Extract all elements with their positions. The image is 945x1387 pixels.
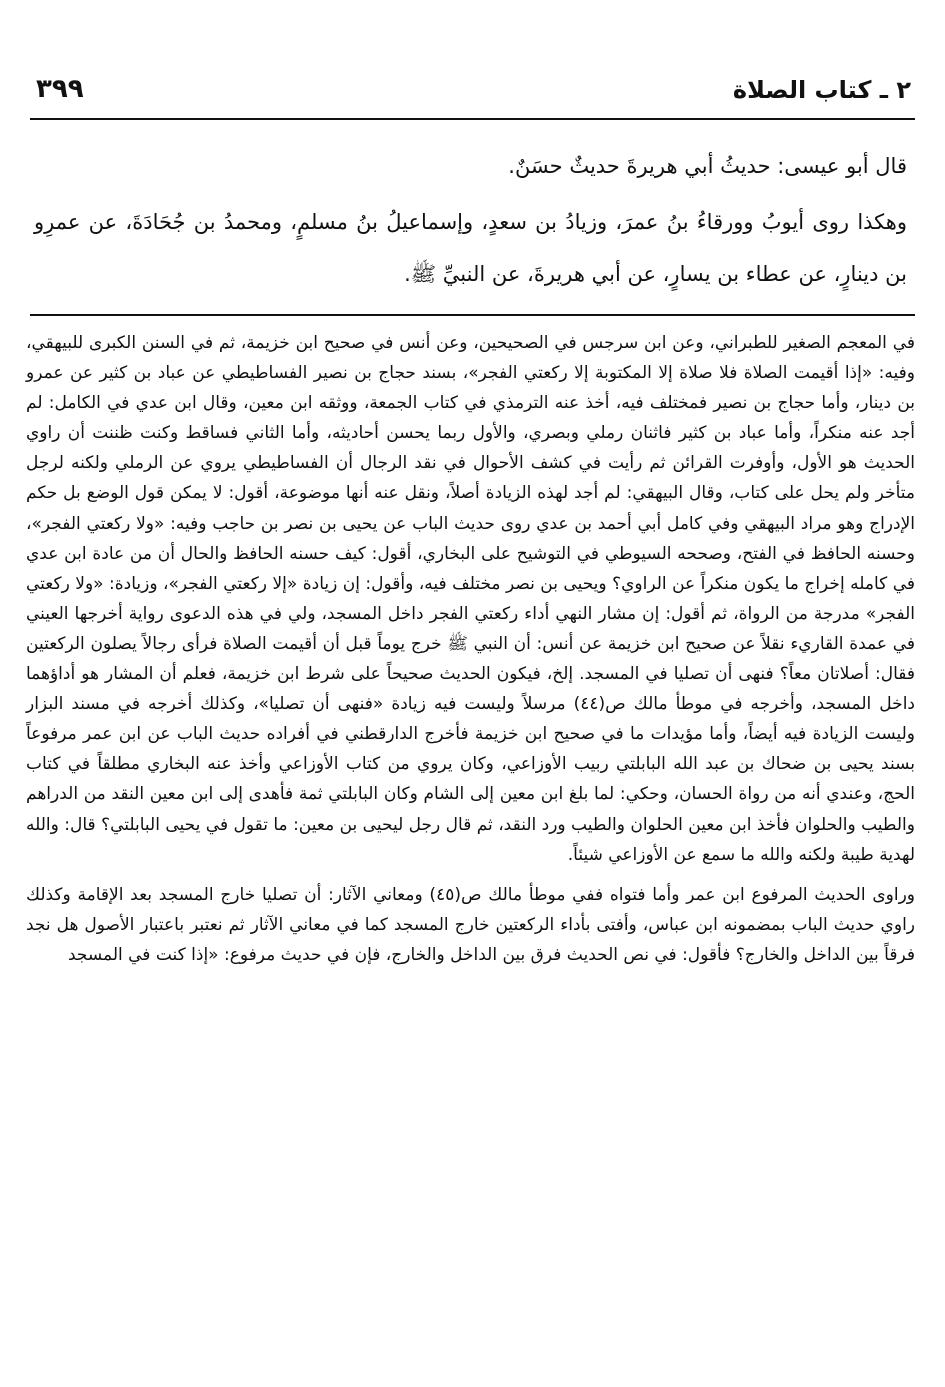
chapter-title: ٢ ـ كتاب الصلاة	[732, 76, 911, 104]
footnote-paragraph: في المعجم الصغير للطبراني، وعن ابن سرجس في الصحيحين، وعن أنس في صحيح ابن خزيمة، ثم في السنن الكبرى للبيهقي، وفيه: «إذا أقيمت الصلاة فلا صلاة إلا المكتوبة إلا ركعتي الفجر»، بسند حجاج بن نصير الفساطيطي عن عباد بن كثير عن عمرو بن دينار، وأما حجاج بن نصير فمختلف فيه، أخذ عنه الترمذي في كتاب الجمعة، ووثقه ابن معين، وقال ابن عدي في الكامل: لم أجد عنه منكراً، وأما عباد بن كثير فاثنان رملي وبصري، والأول ربما يحسن أحاديثه، وأما الثاني فساقط وكنت ظننت أن راوي الحديث هو الأول، وأوفرت القرائن ثم رأيت في كشف الأحوال في نقد الرجال أن الفساطيطي يروي عن الرملي ولكنه لرجل متأخر ولم يحل على كتاب، وقال البيهقي: لم أجد لهذه الزيادة أصلاً، ونقل عنه أنها موضوعة، أقول: لا يمكن قول الوضع بل حكم الإدراج وهو مراد البيهقي وفي كامل أبي أحمد بن عدي روى حديث الباب عن يحيى بن نصر بن حاجب وفيه: «ولا ركعتي الفجر»، وحسنه الحافظ في الفتح، وصححه السيوطي في التوشيح على البخاري، أقول: كيف حسنه الحافظ والحال أن من عادة ابن عدي في كامله إخراج ما يكون منكراً عن الراوي؟ ويحيى بن نصر مختلف فيه، وأقول: إن زيادة «إلا ركعتي الفجر»، وزيادة: «ولا ركعتي الفجر» مدرجة من الرواة، ثم أقول: إن مشار النهي أداء ركعتي الفجر داخل المسجد، ولي في هذه الدعوى رواية أخرجها العيني في عمدة القاريء نقلاً عن صحيح ابن خزيمة عن أنس: أن النبي ﷺ خرج يوماً قبل أن أقيمت الصلاة فرأى رجالاً يصلون الركعتين فقال: أصلاتان معاً؟ فنهى أن تصليا في المسجد. إلخ، فيكون الحديث صحيحاً على شرط ابن خزيمة، فعلم أن المشار هو أداؤهما داخل المسجد، وأخرجه في موطأ مالك ص(٤٤) مرسلاً وليست فيه زيادة «فنهى أن تصليا»، وكذلك أخرجه في مسند البزار وليست الزيادة فيه أيضاً، وأما مؤيدات ما في صحيح ابن خزيمة فأخرج الدارقطني في أفراده حديث الباب عن ابن عمر مرفوعاً بسند يحيى بن ضحاك بن عبد الله البابلتي ربيب الأوزاعي، وكان يروي من كتاب الأوزاعي وأخذ عنه البخاري مطلقاً في كتاب الحج، وعندي أنه من رواة الحسان، وحكي: لما بلغ ابن معين إلى الشام وكان البابلتي ثمة فأهدى إلى ابن معين النقد من الدراهم والطيب والحلوان فأخذ ابن معين الحلوان والطيب ورد النقد، ثم قال رجل ليحيى بن معين: ما تقول في يحيى البابلتي؟ قال: والله لهدية طيبة ولكنه والله ما سمع عن الأوزاعي شيئاً.	[26, 333, 915, 865]
footnote-text	[26, 328, 915, 970]
page-header	[28, 68, 917, 116]
header-divider	[30, 118, 915, 120]
paragraph-spacer	[26, 870, 915, 880]
main-paragraph: وهكذا روى أيوبُ وورقاءُ بنُ عمرَ، وزيادُ بن سعدٍ، وإسماعيلُ بنُ مسلمٍ، ومحمدُ بن جُحَادَةَ، عن عمرِو بن دينارٍ، عن عطاء بن يسارٍ، عن أبي هريرةَ، عن النبيِّ ﷺ.	[34, 210, 907, 286]
main-paragraph: قال أبو عيسى: حديثُ أبي هريرةَ حديثٌ حسَنٌ.	[508, 154, 907, 178]
main-text	[34, 140, 907, 300]
footnote-paragraph: وراوى الحديث المرفوع ابن عمر وأما فتواه ففي موطأ مالك ص(٤٥) ومعاني الآثار: أن تصليا خارج المسجد بعد الإقامة وكذلك راوي حديث الباب بمضمونه ابن عباس، وأفتى بأداء الركعتين خارج المسجد كما في معاني الآثار ثم نعتبر باعتبار الأصول هل نجد فرقاً بين الداخل والخارج؟ فأقول: في نص الحديث فرق بين الداخل والخارج، فإن في حديث مرفوع: «إذا كنت في المسجد	[26, 884, 915, 965]
page-number: ٣٩٩	[36, 74, 84, 104]
footnote-divider	[30, 314, 915, 316]
